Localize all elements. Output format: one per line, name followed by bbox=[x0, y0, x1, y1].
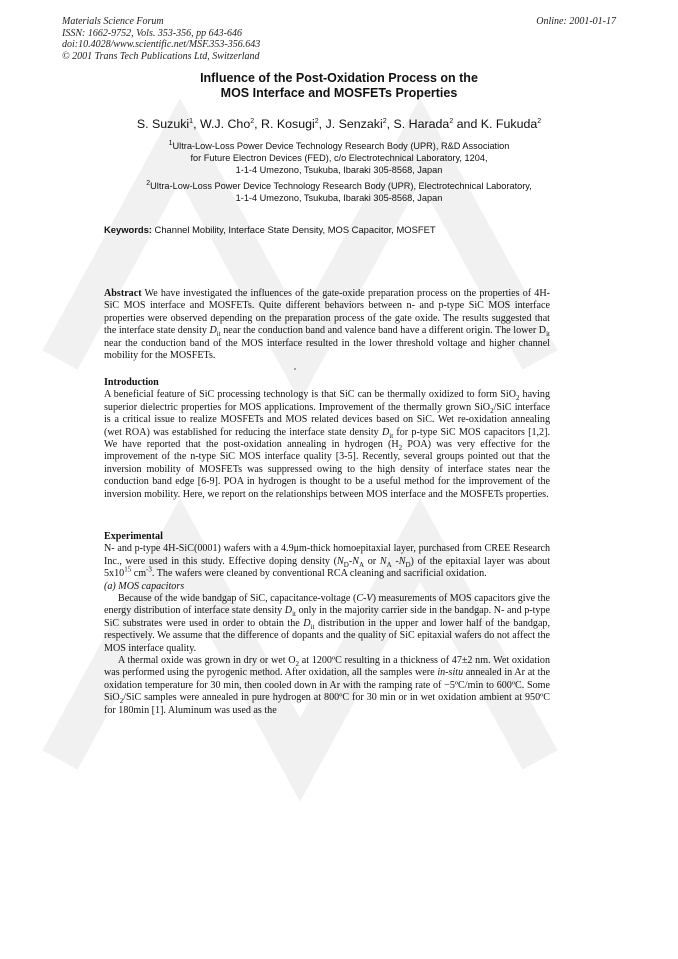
affiliation-2-line-2: 1-1-4 Umezono, Tsukuba, Ibaraki 305-8568, Japan bbox=[235, 193, 443, 203]
symbol: C-V bbox=[356, 593, 373, 605]
exp-text: ) of the epitaxial layer was about 5x10 bbox=[104, 555, 550, 580]
dit-symbol: D bbox=[284, 605, 293, 617]
subscript: 2 bbox=[119, 697, 124, 706]
symbol: N bbox=[352, 555, 359, 567]
affiliation-1-line-3: 1-1-4 Umezono, Tsukuba, Ibaraki 305-8568, Japan bbox=[235, 165, 443, 175]
dit-symbol: D bbox=[209, 325, 217, 337]
journal-name: Materials Science Forum bbox=[62, 16, 164, 27]
intro-text: /SiC interface is a critical issue to realize MOSFETs and MOS related devices based on SiC. Wet re-oxidation annealing (wet ROA) was established for reducing the interface state density bbox=[104, 401, 550, 438]
experimental-paragraph-1 bbox=[104, 543, 550, 580]
author-affiliation-mark: 1 bbox=[189, 117, 194, 125]
dit-symbol: D bbox=[381, 426, 390, 438]
abstract-text: near the conduction band of the MOS interface resulted in the lower threshold voltage and higher channel mobility for the MOSFETs. bbox=[104, 337, 550, 362]
dit-subscript: it bbox=[292, 610, 296, 619]
exp-text: Because of the wide bandgap of SiC, capacitance-voltage ( bbox=[118, 593, 357, 605]
subscript: 2 bbox=[490, 406, 494, 415]
stray-mark bbox=[294, 368, 296, 370]
subscript: 2 bbox=[295, 660, 300, 669]
superscript: -3 bbox=[146, 565, 152, 574]
introduction-heading: Introduction bbox=[104, 377, 159, 388]
symbol: N bbox=[337, 555, 344, 567]
author-separator: , bbox=[386, 117, 394, 131]
keywords bbox=[104, 224, 574, 236]
subscript: 2 bbox=[398, 444, 403, 453]
exp-text: at 1200ºC resulting in a thickness of 47±2 nm. Wet oxidation was performed using the pyrogenic method. After oxidation, all the samples were bbox=[104, 655, 550, 679]
affiliation-1-mark: 1 bbox=[168, 139, 173, 147]
dit-subscript: it bbox=[310, 622, 315, 631]
exp-text: distribution in the upper and lower half of the bandgap, respectively. We assume that the difference of dopants and the quality of SiC epitaxial wafers do not affect the MOS interface quality. bbox=[104, 617, 551, 654]
author-affiliation-mark: 2 bbox=[382, 117, 387, 125]
subscript: A bbox=[386, 560, 392, 569]
author-name: S. Suzuki bbox=[136, 117, 190, 131]
author-separator: , bbox=[318, 117, 326, 131]
symbol: N bbox=[398, 555, 406, 567]
abstract-text: We have investigated the influences of the gate-oxide preparation process on the properties of 4H-SiC MOS interface and MOSFETs. Quite different behaviors between n- and p-type SiC MOS interface properties were observed depending on the preparation process of the gate oxide. The results suggested that the interface state density bbox=[104, 288, 550, 337]
subscript: D bbox=[343, 560, 349, 569]
dit-subscript: it bbox=[389, 431, 394, 440]
dit-subscript: it bbox=[216, 330, 221, 339]
exp-text: annealed in Ar at the oxidation temperature for 30 min, then cooled down in Ar with the ramping rate of −5ºC/min to 600ºC. Some SiO bbox=[104, 667, 550, 704]
abstract-text: near the conduction band and valence band have a different origin. The lower D bbox=[220, 325, 547, 337]
intro-text: for p-type SiC MOS capacitors [1,2]. We have reported that the post-oxidation annealing in hydrogen (H bbox=[104, 426, 550, 451]
intro-text: A beneficial feature of SiC processing technology is that SiC can be thermally oxidized to form SiO bbox=[104, 389, 516, 401]
title-line-1: Influence of the Post-Oxidation Process on the bbox=[200, 71, 478, 85]
paper-title bbox=[104, 71, 574, 101]
symbol: N bbox=[379, 555, 387, 567]
exp-text: only in the majority carrier side in the bandgap. N- and p-type SiC substrates were used in order to obtain the bbox=[104, 605, 551, 629]
online-date: Online: 2001-01-17 bbox=[536, 16, 616, 27]
experimental-paragraph-3 bbox=[104, 655, 550, 717]
doi-line[interactable]: doi:10.4028/www.scientific.net/MSF.353-356.643 bbox=[62, 39, 261, 50]
exp-text: or bbox=[364, 555, 380, 567]
author-affiliation-mark: 2 bbox=[449, 117, 454, 125]
intro-text: having superior dielectric properties for MOS applications. Improvement of the thermally grown SiO bbox=[104, 389, 551, 413]
exp-text: /SiC samples were annealed in pure hydrogen at 800ºC for 30 min or in wet oxidation ambient at 950ºC for 180min [1]. Aluminum was used as the bbox=[104, 692, 550, 716]
exp-text: cm bbox=[131, 568, 147, 580]
abstract-section bbox=[104, 288, 550, 362]
keywords-text: Channel Mobility, Interface State Density, MOS Capacitor, MOSFET bbox=[151, 224, 436, 235]
subscript: 2 bbox=[515, 394, 520, 403]
author-name: J. Senzaki bbox=[325, 117, 383, 131]
exp-text: - bbox=[348, 555, 353, 567]
intro-text: POA) was very effective for the improvement of the n-type SiC MOS interface quality [3-5]. Recently, several groups pointed out that the inversion mobility of MOSFETs was suppressed owing to the high density of interface states near the conduction band edge [6-9]. POA in hydrogen is thought to be a useful method for the improvement of the inversion mobility. Here, we report on the relationships between MOS interface and the MOSFETs properties. bbox=[104, 439, 551, 500]
superscript: 15 bbox=[124, 565, 132, 574]
experimental-paragraph-2 bbox=[104, 593, 550, 655]
affiliation-1-line-2: for Future Electron Devices (FED), c/o Electrotechnical Laboratory, 1204, bbox=[190, 153, 488, 163]
abstract-label: Abstract bbox=[104, 288, 142, 299]
title-line-2: MOS Interface and MOSFETs Properties bbox=[220, 86, 458, 100]
exp-text: ) measurements of MOS capacitors give the energy distribution of interface state density bbox=[104, 593, 550, 617]
author-affiliation-mark: 2 bbox=[250, 117, 255, 125]
author-name: W.J. Cho bbox=[199, 117, 251, 131]
author-name: R. Kosugi bbox=[261, 117, 315, 131]
copyright-line: © 2001 Trans Tech Publications Ltd, Switzerland bbox=[62, 50, 260, 62]
mos-capacitors-subheading: (a) MOS capacitors bbox=[104, 580, 185, 592]
affiliation-2-mark: 2 bbox=[146, 179, 151, 187]
subscript: A bbox=[358, 560, 365, 569]
author-list bbox=[104, 117, 574, 132]
experimental-heading: Experimental bbox=[104, 531, 163, 542]
keywords-label: Keywords: bbox=[104, 224, 152, 235]
experimental-section bbox=[104, 531, 550, 717]
author-name: S. Harada bbox=[393, 117, 450, 131]
author-affiliation-mark: 2 bbox=[537, 117, 542, 125]
dit-subscript: it bbox=[546, 330, 550, 339]
author-affiliation-mark: 2 bbox=[314, 117, 319, 125]
journal-header bbox=[62, 16, 260, 62]
affiliation-2 bbox=[104, 180, 574, 204]
affiliation-1 bbox=[104, 140, 574, 176]
author-name: K. Fukuda bbox=[480, 117, 538, 131]
exp-text: A thermal oxide was grown in dry or wet O bbox=[118, 655, 296, 667]
author-separator: , bbox=[254, 117, 262, 131]
author-separator: and bbox=[453, 117, 481, 131]
subscript: D bbox=[405, 560, 411, 569]
exp-text: - bbox=[391, 555, 399, 567]
introduction-paragraph bbox=[104, 389, 550, 501]
author-separator: , bbox=[193, 117, 200, 131]
issn-line: ISSN: 1662-9752, Vols. 353-356, pp 643-646 bbox=[62, 27, 242, 39]
exp-text: N- and p-type 4H-SiC(0001) wafers with a 4.9μm-thick homoepitaxial layer, purchased from CREE Research Inc., were used in this study. Effective doping density ( bbox=[104, 543, 550, 567]
affiliation-1-line-1: Ultra-Low-Loss Power Device Technology Research Body (UPR), R&D Association bbox=[172, 141, 510, 151]
introduction-section bbox=[104, 377, 550, 501]
italic-term: in-situ bbox=[437, 667, 464, 679]
affiliation-2-line-1: Ultra-Low-Loss Power Device Technology Research Body (UPR), Electrotechnical Laboratory, bbox=[150, 181, 532, 191]
exp-text: . The wafers were cleaned by conventional RCA cleaning and sacrificial oxidation. bbox=[151, 568, 487, 580]
dit-symbol: D bbox=[303, 617, 311, 629]
